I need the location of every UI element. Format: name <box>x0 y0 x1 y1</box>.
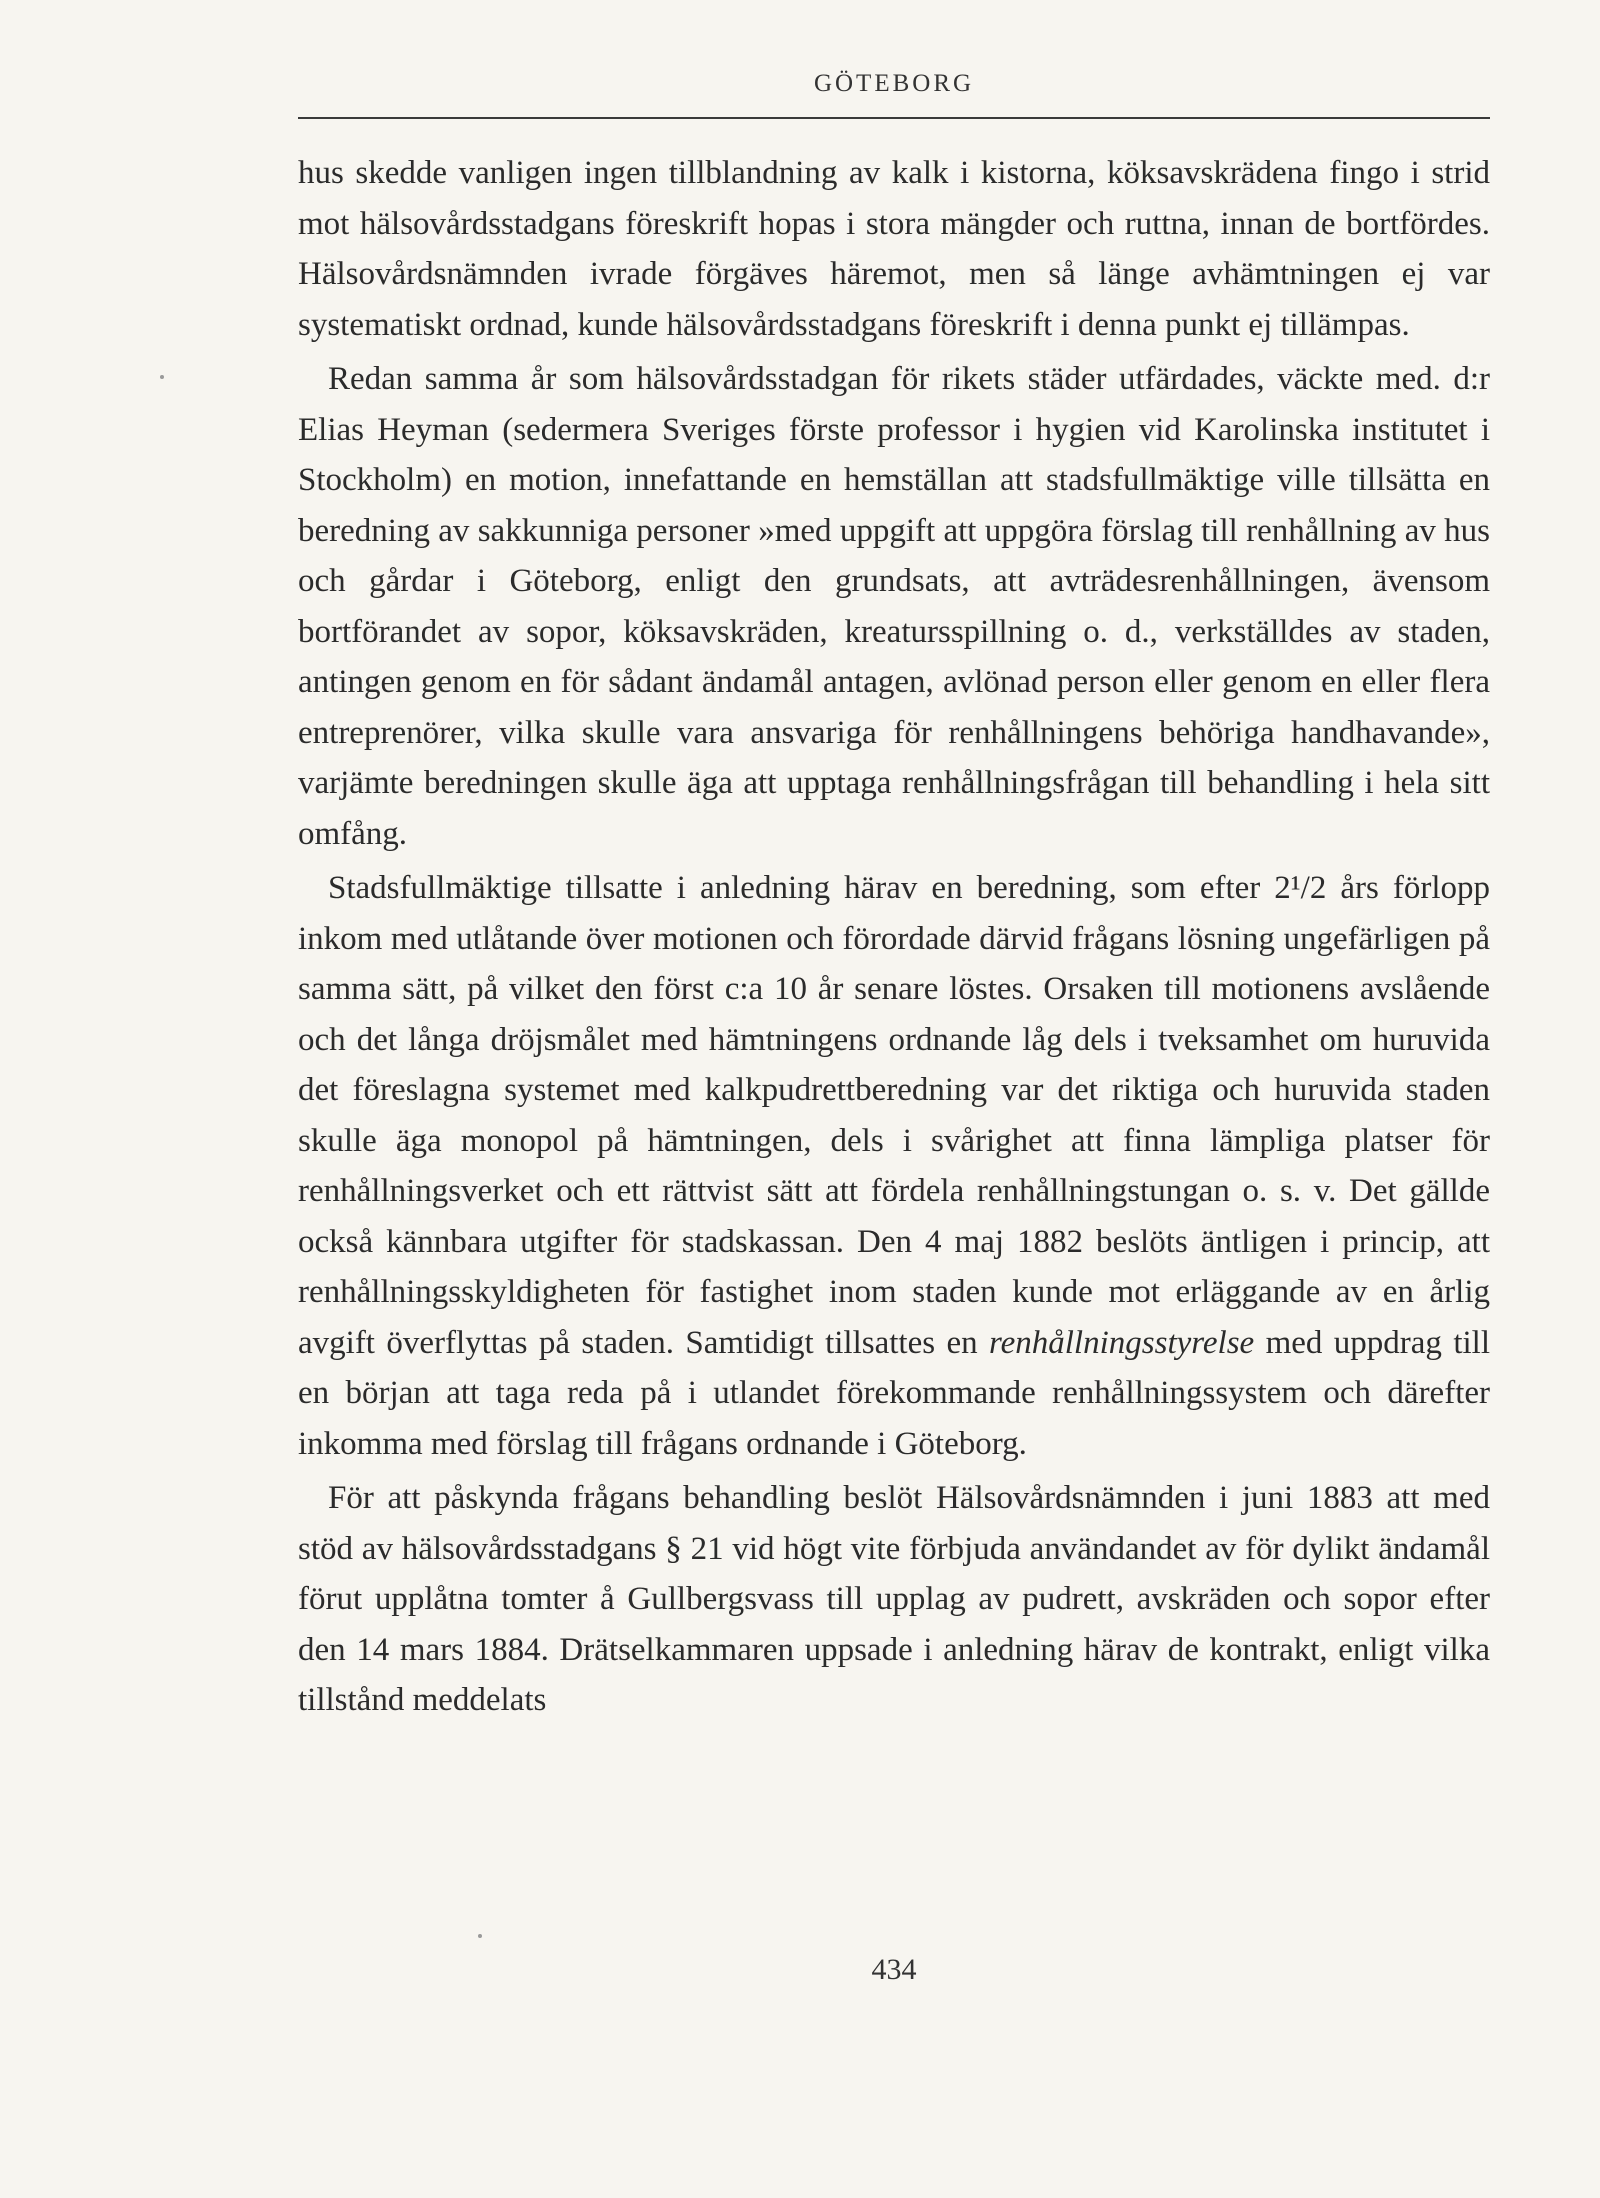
paragraph-continued: hus skedde vanligen ingen tillblandning av kalk i kistorna, köksavskrädena fingo i strid mot hälsovårdsstadgans föreskrift hopas i stora mängder och ruttna, innan de bortfördes. Hälsovårdsnämnden ivrade förgäves häremot, men så länge avhämtningen ej var systematiskt ordnad, kunde hälsovårdsstadgans föreskrift i denna punkt ej tillämpas. <box>298 155 1490 343</box>
running-title: GÖTEBORG <box>813 70 975 97</box>
emphasized-term: renhållningsstyrelse <box>989 1324 1255 1361</box>
print-speck <box>478 1934 482 1938</box>
paragraph-heyman-motion: Redan samma år som hälsovårdsstadgan för rikets städer utfärdades, väckte med. d:r Elias Heyman (sedermera Sveriges förste professor i hygien vid Karolinska institutet i Stockholm) en motion, innefattande en hemställan att stadsfullmäktige ville tillsätta en beredning av sakkunniga personer »med uppgift att uppgöra förslag till renhållning av hus och gårdar i Göteborg, enligt den grundsats, att avträdesrenhållningen, ävensom bortförandet av sopor, köksavskräden, kreatursspillning o. d., verkställdes av staden, antingen genom en för sådant ändamål antagen, avlönad person eller genom en eller flera entreprenörer, vilka skulle vara ansvariga för renhållningens behöriga handhavande», varjämte beredningen skulle äga att upptaga renhållningsfrågan till behandling i hela sitt omfång. <box>298 361 1490 852</box>
body-text <box>298 148 1490 1730</box>
header-rule <box>298 117 1490 119</box>
paragraph-text: Stadsfullmäktige tillsatte i anledning härav en beredning, som efter 2¹/2 års förlopp inkom med utlåtande över motionen och förordade därvid frågans lösning ungefärligen på samma sätt, på vilket den först c:a 10 år senare löstes. Orsaken till motionens avslående och det långa dröjsmålet med hämtningens ordnande låg dels i tveksamhet om huruvida det föreslagna systemet med kalkpudrettberedning var det riktiga och huruvida staden skulle äga monopol på hämtningen, dels i svårighet att finna lämpliga platser för renhållningsverket och ett rättvist sätt att fördela renhållningstungan o. s. v. Det gällde också kännbara utgifter för stadskassan. Den 4 maj 1882 beslöts äntligen i princip, att renhållningsskyldigheten för fastighet inom staden kunde mot erläggande av en årlig avgift överflyttas på staden. Samtidigt tillsattes en <box>298 870 1490 1361</box>
print-speck <box>160 375 164 379</box>
paragraph-text-after: med uppdrag till en början att taga reda på i utlandet förekommande renhållningssystem och därefter inkomma med förslag till frågans ordnande i Göteborg. <box>298 1324 1490 1462</box>
page-number: 434 <box>871 1953 917 1986</box>
paragraph-halsovardsnamnden: För att påskynda frågans behandling beslöt Hälsovårdsnämnden i juni 1883 att med stöd av hälsovårdsstadgans § 21 vid högt vite förbjuda användandet av för dylikt ändamål förut upplåtna tomter å Gullbergsvass till upplag av pudrett, avskräden och sopor efter den 14 mars 1884. Drätselkammaren uppsade i anledning härav de kontrakt, enligt vilka tillstånd meddelats <box>298 1480 1490 1718</box>
paragraph-stadsfullmaktige <box>298 863 1490 1469</box>
